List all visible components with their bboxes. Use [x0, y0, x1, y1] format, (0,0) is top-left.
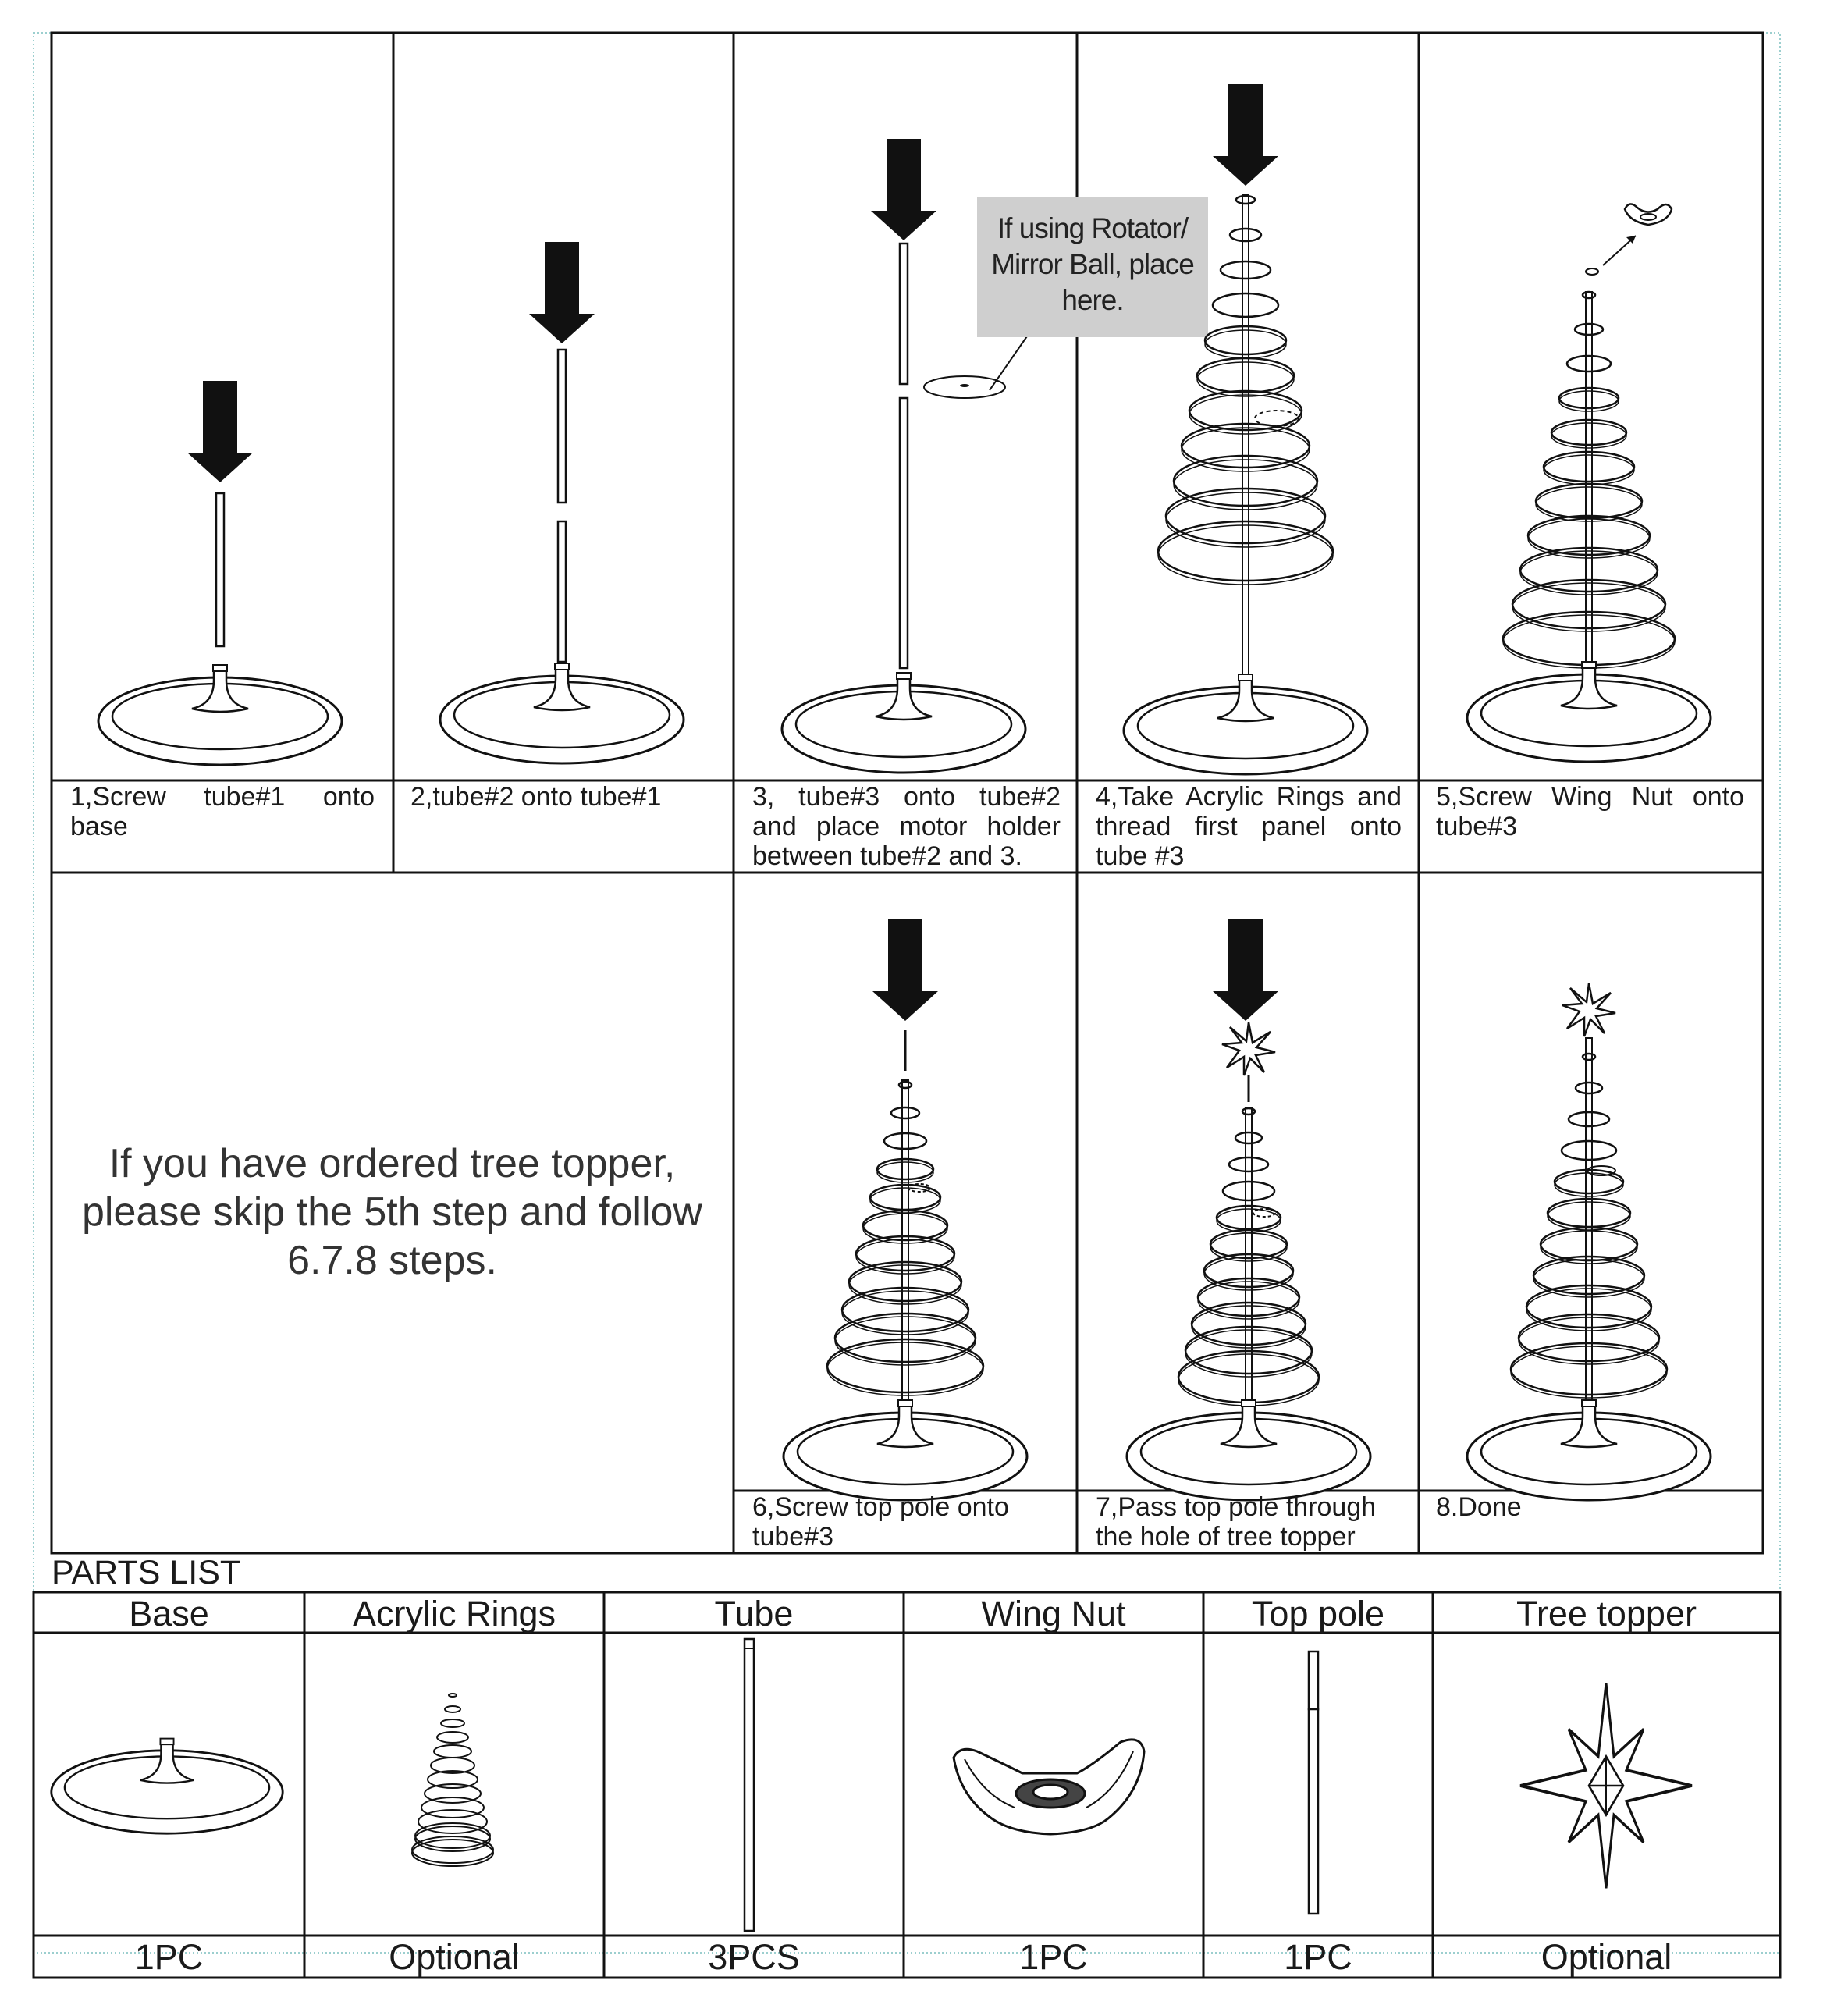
- step-7-illustration: [1127, 919, 1370, 1500]
- base-icon: [52, 1739, 283, 1834]
- part-qty-base: 1PC: [134, 1937, 204, 1977]
- top-pole-icon: [1309, 1651, 1318, 1914]
- part-qty-top-pole: 1PC: [1284, 1937, 1352, 1977]
- step-8-illustration: [1467, 983, 1711, 1500]
- part-qty-tree-topper: Optional: [1541, 1937, 1672, 1977]
- step-4-illustration: [1124, 84, 1367, 774]
- step-3-caption: 3, tube#3 onto tube#2 and place motor holder between tube#2 and 3.: [752, 782, 1061, 871]
- step-1-caption: 1,Screw tube#1 onto base: [70, 782, 375, 841]
- tube-icon: [745, 1639, 754, 1931]
- step-6-caption: 6,Screw top pole onto tube#3: [752, 1492, 1009, 1552]
- step-2-illustration: [440, 242, 684, 763]
- tree-topper-icon: [1520, 1683, 1692, 1889]
- parts-list-title: PARTS LIST: [52, 1554, 241, 1591]
- step-6-illustration: [784, 919, 1027, 1500]
- step-1-illustration: [98, 381, 342, 765]
- wing-nut-icon: [954, 1740, 1144, 1834]
- tree-topper-note: If you have ordered tree topper, please skip the 5th step and follow 6.7.8 steps.: [82, 1141, 702, 1283]
- part-name-acrylic-rings: Acrylic Rings: [352, 1594, 556, 1634]
- step-5-caption: 5,Screw Wing Nut onto tube#3: [1436, 782, 1744, 841]
- step-4-caption: 4,Take Acrylic Rings and thread first panel onto tube #3: [1096, 782, 1402, 871]
- part-qty-wing-nut: 1PC: [1019, 1937, 1088, 1977]
- step-7-caption: 7,Pass top pole through the hole of tree topper: [1096, 1492, 1377, 1552]
- part-name-wing-nut: Wing Nut: [981, 1594, 1126, 1634]
- part-qty-acrylic-rings: Optional: [389, 1937, 520, 1977]
- acrylic-rings-icon: [412, 1694, 493, 1866]
- rotator-callout: If using Rotator/ Mirror Ball, place here.: [991, 212, 1194, 316]
- part-name-tree-topper: Tree topper: [1516, 1594, 1697, 1634]
- part-qty-tube: 3PCS: [708, 1937, 800, 1977]
- step-5-illustration: [1467, 204, 1711, 762]
- part-name-tube: Tube: [714, 1594, 794, 1634]
- step-2-caption: 2,tube#2 onto tube#1: [410, 782, 662, 812]
- step-8-caption: 8.Done: [1436, 1492, 1522, 1522]
- part-name-base: Base: [129, 1594, 209, 1634]
- part-name-top-pole: Top pole: [1251, 1594, 1385, 1634]
